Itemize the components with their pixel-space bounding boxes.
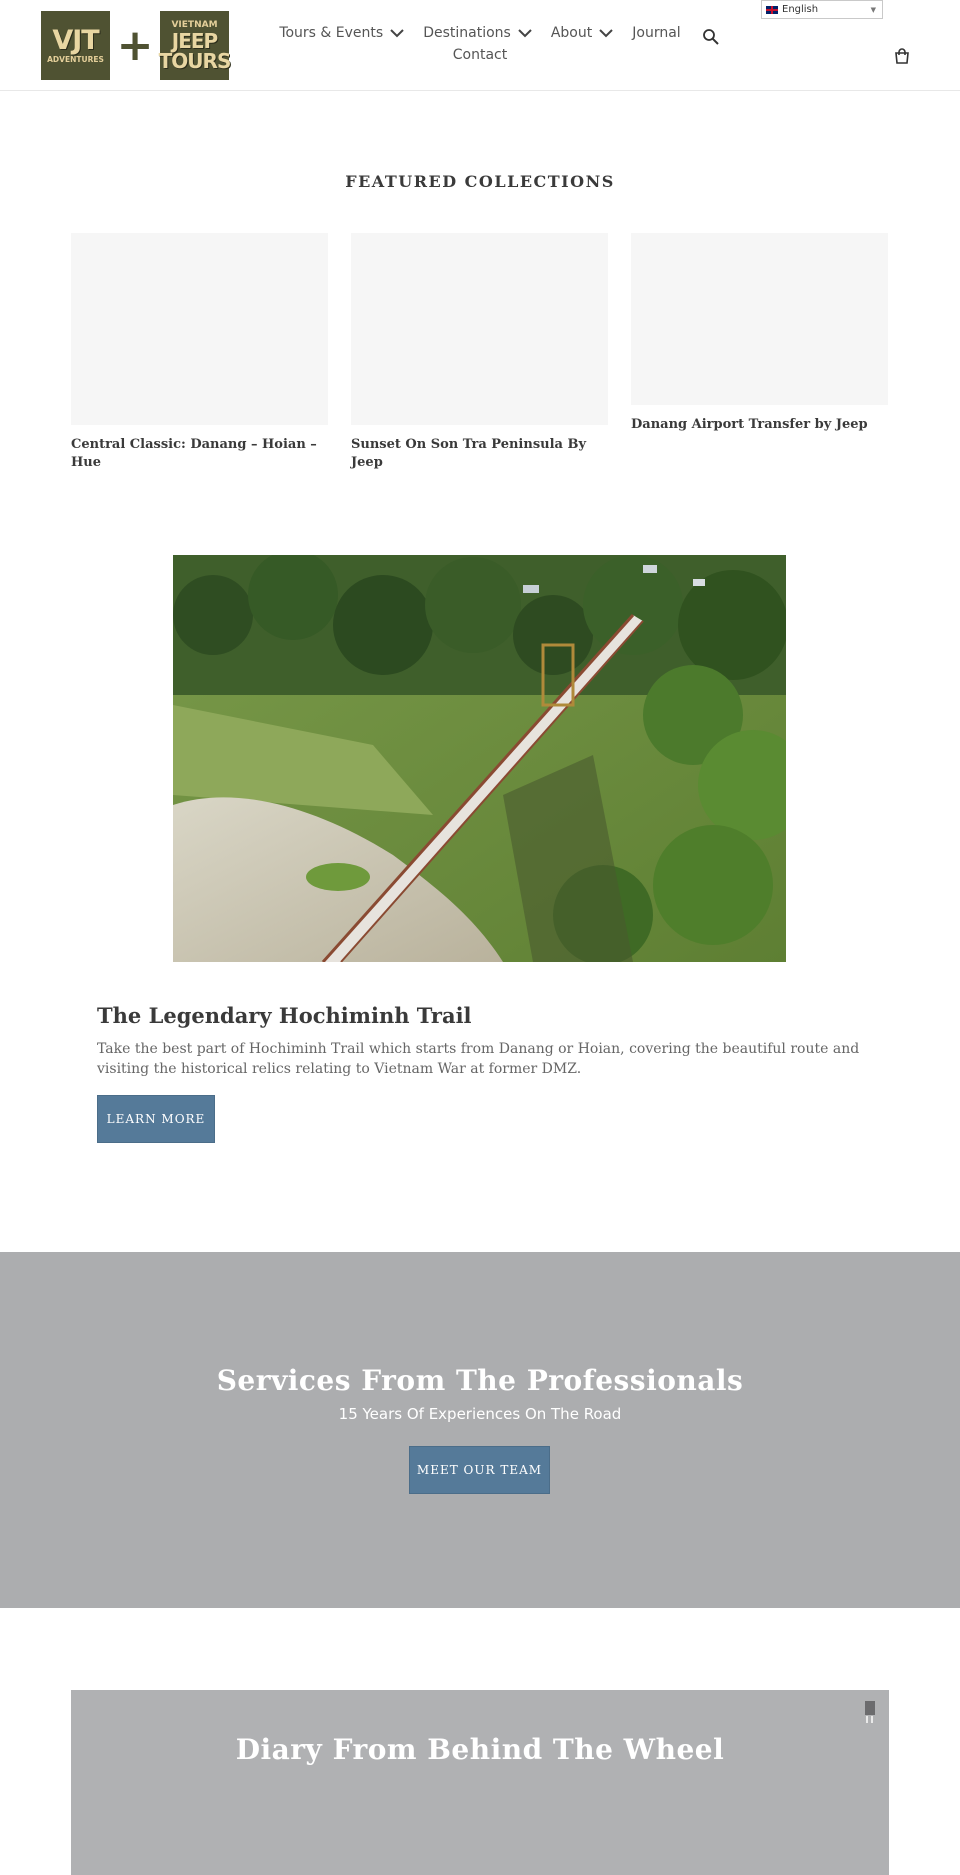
feature-heading: The Legendary Hochiminh Trail bbox=[97, 1003, 472, 1028]
meet-our-team-button[interactable]: MEET OUR TEAM bbox=[409, 1446, 550, 1494]
vjt-adventures-logo bbox=[41, 11, 110, 80]
chevron-down-icon bbox=[517, 25, 533, 41]
hochiminh-trail-image bbox=[173, 555, 786, 962]
nav-about[interactable] bbox=[551, 25, 614, 41]
site-header bbox=[0, 0, 960, 91]
logo-adventures-text: ADVENTURES bbox=[47, 55, 104, 65]
nav-about-label: About bbox=[550, 25, 593, 41]
collection-image[interactable] bbox=[351, 233, 608, 425]
collection-name[interactable]: Danang Airport Transfer by Jeep bbox=[631, 417, 868, 432]
featured-collections-title: FEATURED COLLECTIONS bbox=[345, 172, 615, 191]
collection-card[interactable] bbox=[631, 233, 888, 434]
chevron-down-icon bbox=[598, 25, 614, 41]
services-banner bbox=[0, 1252, 960, 1608]
nav-journal[interactable]: Journal bbox=[632, 25, 681, 41]
logo-vietnam-text: VIETNAM bbox=[171, 19, 218, 30]
logo-vjt-text: VJT bbox=[52, 25, 99, 57]
logo-tours-text: TOURS bbox=[158, 48, 231, 73]
services-title: Services From The Professionals bbox=[216, 1364, 744, 1397]
nav-tours-events[interactable] bbox=[279, 25, 405, 41]
nav-destinations-label: Destinations bbox=[423, 25, 511, 41]
collection-card[interactable] bbox=[351, 233, 608, 472]
vietnam-jeep-tours-logo bbox=[160, 11, 229, 80]
nav-destinations[interactable] bbox=[423, 25, 533, 41]
chevron-down-icon bbox=[389, 25, 405, 41]
collection-name[interactable]: Sunset On Son Tra Peninsula By Jeep bbox=[351, 437, 587, 470]
main-nav bbox=[270, 22, 690, 66]
nav-tours-label: Tours & Events bbox=[279, 25, 384, 41]
logo-jeep-text: JEEP bbox=[171, 28, 218, 53]
language-label: English bbox=[782, 4, 819, 15]
diary-title: Diary From Behind The Wheel bbox=[235, 1733, 725, 1766]
collection-name[interactable]: Central Classic: Danang – Hoian – Hue bbox=[71, 437, 317, 470]
services-subtitle: 15 Years Of Experiences On The Road bbox=[338, 1405, 622, 1423]
collection-image[interactable] bbox=[631, 233, 888, 405]
cart-icon[interactable] bbox=[893, 47, 911, 65]
feature-text: Take the best part of Hochiminh Trail which starts from Danang or Hoian, covering the beautiful route and visiting the historical relics relating to Vietnam War at former DMZ. bbox=[97, 1041, 860, 1077]
pause-icon[interactable] bbox=[865, 1701, 875, 1723]
uk-flag-icon bbox=[766, 6, 778, 14]
logo-plus: + bbox=[116, 19, 154, 71]
collection-card[interactable] bbox=[71, 233, 328, 472]
collection-image[interactable] bbox=[71, 233, 328, 425]
caret-down-icon: ▼ bbox=[870, 6, 876, 14]
language-select[interactable] bbox=[761, 0, 883, 19]
learn-more-button[interactable]: LEARN MORE bbox=[97, 1095, 215, 1143]
diary-banner bbox=[71, 1690, 889, 1875]
aerial-bridge-illustration bbox=[173, 555, 786, 962]
nav-contact[interactable]: Contact bbox=[452, 47, 508, 63]
site-logo[interactable] bbox=[41, 11, 229, 80]
search-icon[interactable] bbox=[702, 28, 720, 46]
